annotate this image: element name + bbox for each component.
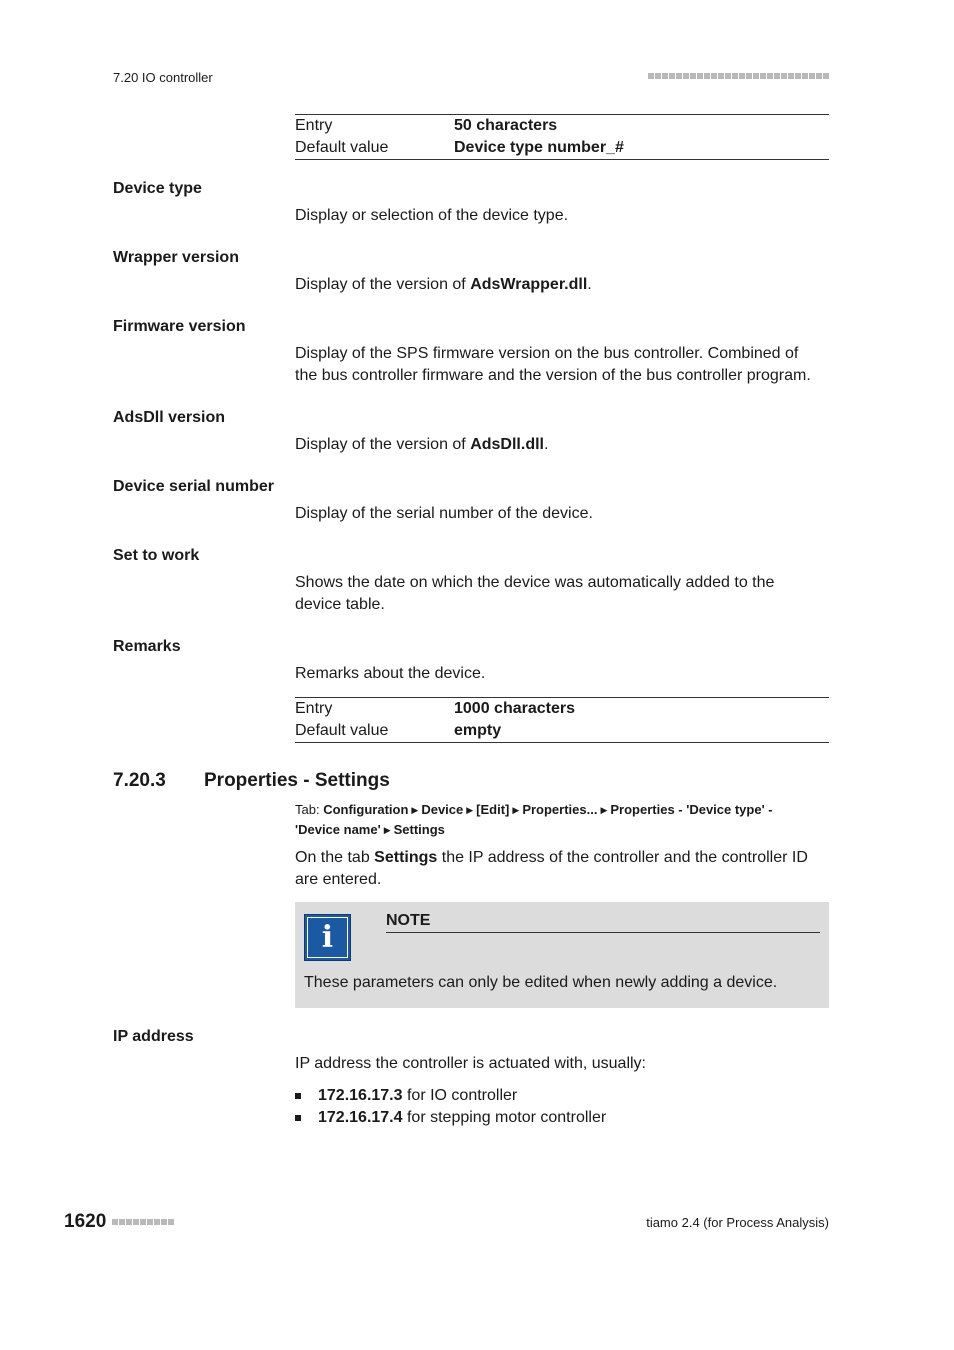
page-number: 1620 [64, 1211, 174, 1233]
term-ip-address: IP address [113, 1028, 194, 1045]
table-row [295, 137, 829, 159]
triangle-right-icon: ▶ [466, 805, 474, 815]
desc-ip-address: IP address the controller is actuated with, usually: [295, 1055, 646, 1072]
note-text: These parameters can only be edited when newly adding a device. [304, 974, 778, 991]
triangle-right-icon: ▶ [512, 805, 520, 815]
info-icon: i [304, 914, 351, 961]
table-key: Default value [295, 139, 389, 156]
term-device-type: Device type [113, 180, 202, 197]
triangle-right-icon: ▶ [600, 805, 608, 815]
list-item: 172.16.17.3 for IO controller [295, 1085, 606, 1107]
list-item: 172.16.17.4 for stepping motor controller [295, 1107, 606, 1129]
intro-paragraph: On the tab Settings the IP address of the controller and the controller ID are entered. [295, 849, 808, 888]
table-value: 50 characters [454, 117, 558, 134]
note-box [295, 902, 829, 1008]
desc-wrapper-version: Display of the version of AdsWrapper.dll. [295, 276, 592, 293]
ip-list [295, 1085, 606, 1129]
desc-device-type: Display or selection of the device type. [295, 207, 569, 224]
term-remarks: Remarks [113, 638, 181, 655]
table-row [295, 115, 829, 137]
table-value: empty [454, 722, 502, 739]
table-row [295, 698, 829, 720]
table-key: Entry [295, 700, 333, 717]
desc-remarks: Remarks about the device. [295, 665, 486, 682]
table-row [295, 720, 829, 742]
footer-product: tiamo 2.4 (for Process Analysis) [646, 1215, 829, 1230]
desc-adsdll-version: Display of the version of AdsDll.dll. [295, 436, 549, 453]
table-key: Default value [295, 722, 389, 739]
desc-firmware-version: Display of the SPS firmware version on the bus controller. Combined of the bus controller firmware and the version of the bus controller program. [295, 345, 811, 384]
desc-set-to-work: Shows the date on which the device was automatically added to the device table. [295, 574, 775, 613]
bullet-icon [295, 1115, 301, 1121]
navigation-path: Tab: Configuration ▶ Device ▶ [Edit] ▶ Properties... ▶ Properties - 'Device type' - 'Device name' ▶ Settings [295, 802, 773, 837]
term-adsdll-version: AdsDll version [113, 409, 226, 426]
table-value: Device type number_# [454, 139, 624, 156]
header-decoration [648, 73, 829, 79]
file-name: AdsDll.dll [470, 436, 544, 453]
running-header: 7.20 IO controller [113, 70, 213, 85]
bullet-icon [295, 1093, 301, 1099]
triangle-right-icon: ▶ [383, 825, 391, 835]
desc-serial-number: Display of the serial number of the device. [295, 505, 593, 522]
term-firmware-version: Firmware version [113, 318, 246, 335]
term-wrapper-version: Wrapper version [113, 249, 239, 266]
section-title: Properties - Settings [204, 770, 390, 791]
table-value: 1000 characters [454, 700, 575, 717]
section-number: 7.20.3 [113, 770, 166, 791]
term-set-to-work: Set to work [113, 547, 200, 564]
triangle-right-icon: ▶ [411, 805, 419, 815]
entry-table-name [295, 114, 829, 160]
section-heading [113, 770, 390, 792]
term-serial-number: Device serial number [113, 478, 274, 495]
note-title: NOTE [386, 912, 820, 933]
file-name: AdsWrapper.dll [470, 276, 588, 293]
table-key: Entry [295, 117, 333, 134]
footer-decoration [112, 1219, 174, 1225]
entry-table-remarks [295, 697, 829, 743]
